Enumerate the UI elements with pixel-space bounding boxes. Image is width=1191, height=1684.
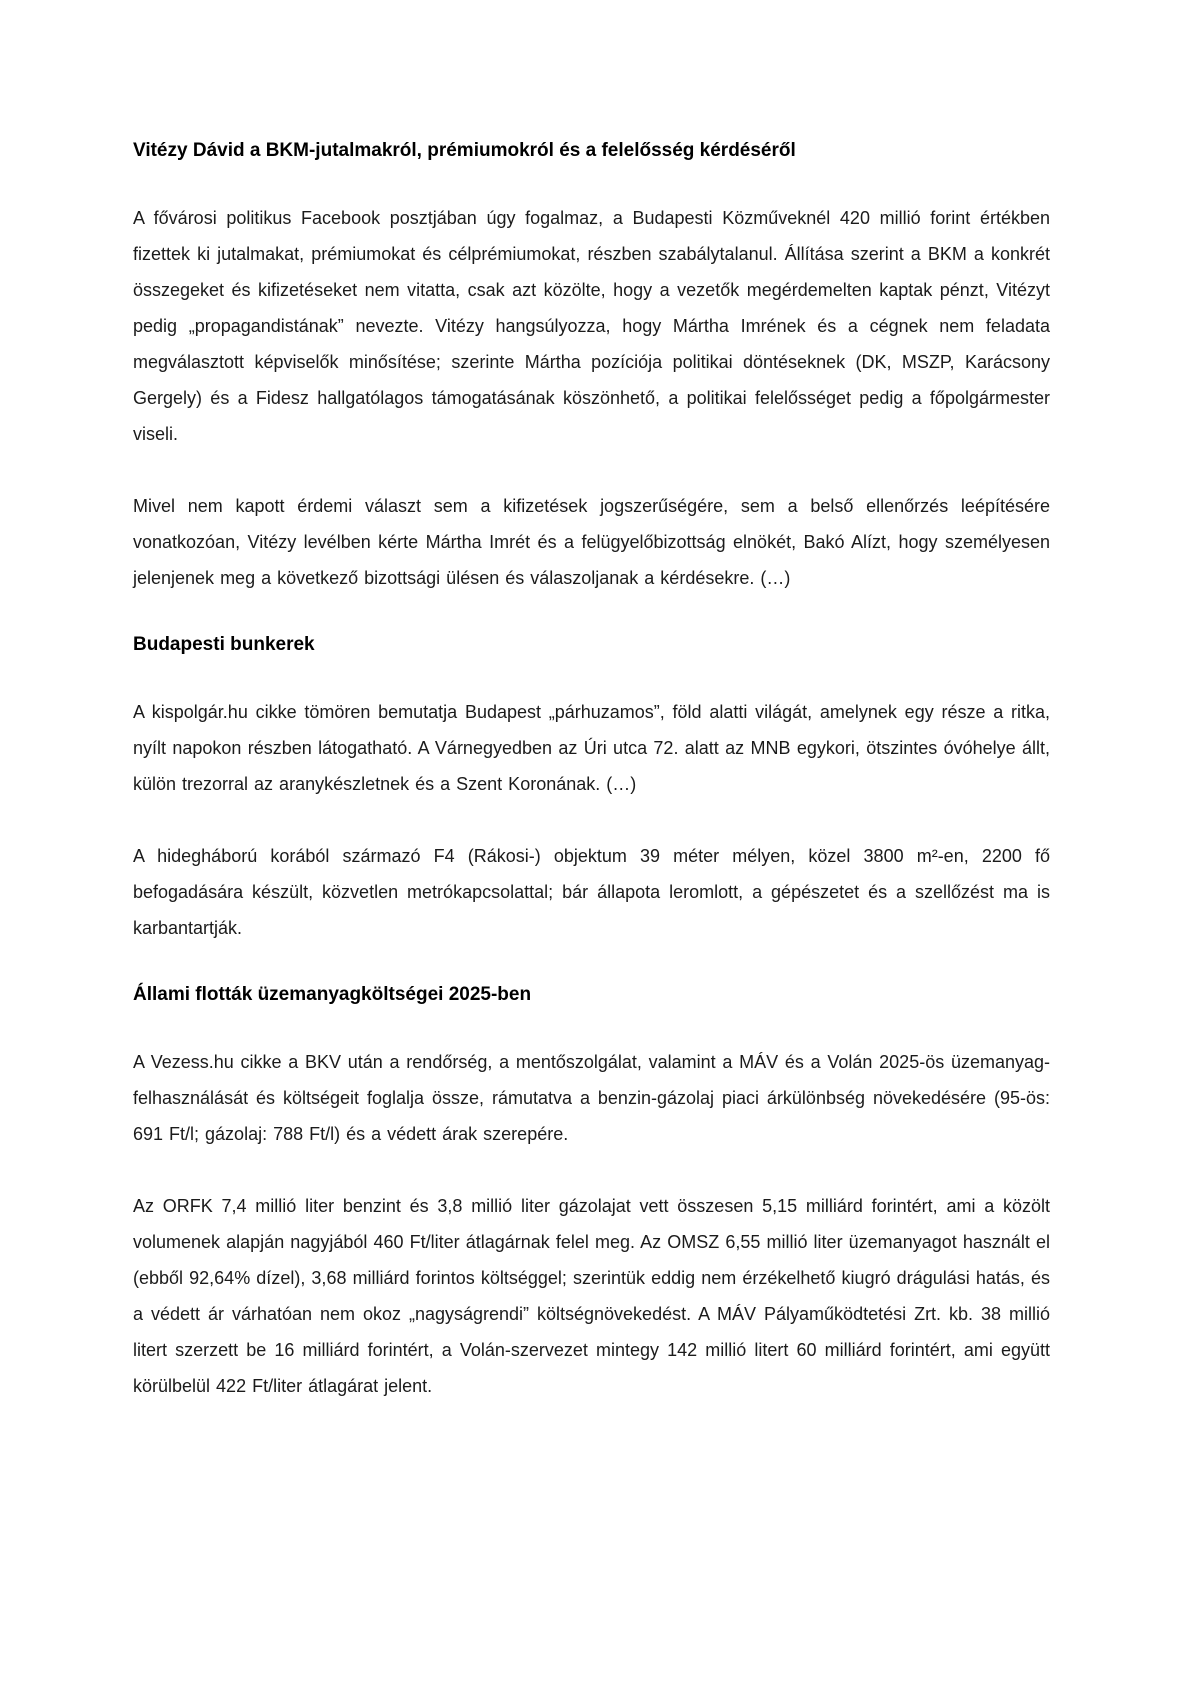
paragraph: A Vezess.hu cikke a BKV után a rendőrség, a mentőszolgálat, valamint a MÁV és a Volán 2025-ös üzemanyag-felhasználását és költségeit foglalja össze, rámutatva a benzin-gázolaj piaci árkülönbség növekedésére (95-ös: 691 Ft/l; gázolaj: 788 Ft/l) és a védett árak szerepére.: [133, 1052, 1050, 1144]
paragraph: Mivel nem kapott érdemi választ sem a kifizetések jogszerűségére, sem a belső ellenőrzés leépítésére vonatkozóan, Vitézy levélben kérte Mártha Imrét és a felügyelőbizottság elnökét, Bakó Alízt, hogy személyesen jelenjenek meg a következő bizottsági ülésen és válaszoljanak a kérdésekre. (…): [133, 496, 1050, 588]
paragraph: A kispolgár.hu cikke tömören bemutatja Budapest „párhuzamos”, föld alatti világát, amelynek egy része a ritka, nyílt napokon részben látogatható. A Várnegyedben az Úri utca 72. alatt az MNB egykori, ötszintes óvóhelye állt, külön trezorral az aranykészletnek és a Szent Koronának. (…): [133, 702, 1050, 794]
section-allami-flottak: [133, 982, 1050, 1404]
section-heading-allami-flottak: Állami flották üzemanyagköltségei 2025-ben: [133, 984, 532, 1005]
paragraph: A hidegháború korából származó F4 (Rákosi-) objektum 39 méter mélyen, közel 3800 m²-en, 2200 fő befogadására készült, közvetlen metrókapcsolattal; bár állapota leromlott, a gépészetet és a szellőzést ma is karbantartják.: [133, 846, 1050, 938]
section-bkm-jutalmak: [133, 138, 1050, 596]
section-heading-bkm-jutalmak: Vitézy Dávid a BKM-jutalmakról, prémiumokról és a felelősség kérdéséről: [133, 140, 796, 161]
section-heading-budapesti-bunkerek: Budapesti bunkerek: [133, 634, 315, 655]
paragraph: A fővárosi politikus Facebook posztjában úgy fogalmaz, a Budapesti Közműveknél 420 millió forint értékben fizettek ki jutalmakat, prémiumokat és célprémiumokat, részben szabálytalanul. Állítása szerint a BKM a konkrét összegeket és kifizetéseket nem vitatta, csak azt közölte, hogy a vezetők megérdemelten kaptak pénzt, Vitézyt pedig „propagandistának” nevezte. Vitézy hangsúlyozza, hogy Mártha Imrének és a cégnek nem feladata megválasztott képviselők minősítése; szerinte Mártha pozíciója politikai döntéseknek (DK, MSZP, Karácsony Gergely) és a Fidesz hallgatólagos támogatásának köszönhető, a politikai felelősséget pedig a főpolgármester viseli.: [133, 208, 1050, 444]
section-budapesti-bunkerek: [133, 632, 1050, 946]
paragraph: Az ORFK 7,4 millió liter benzint és 3,8 millió liter gázolajat vett összesen 5,15 milliárd forintért, ami a közölt volumenek alapján nagyjából 460 Ft/liter átlagárnak felel meg. Az OMSZ 6,55 millió liter üzemanyagot használt el (ebből 92,64% dízel), 3,68 milliárd forintos költséggel; szerintük eddig nem érzékelhető kiugró drágulási hatás, és a védett ár várhatóan nem okoz „nagyságrendi” költségnövekedést. A MÁV Pályaműködtetési Zrt. kb. 38 millió litert szerzett be 16 milliárd forintért, a Volán-szervezet mintegy 142 millió litert 60 milliárd forintért, ami együtt körülbelül 422 Ft/liter átlagárat jelent.: [133, 1196, 1050, 1396]
